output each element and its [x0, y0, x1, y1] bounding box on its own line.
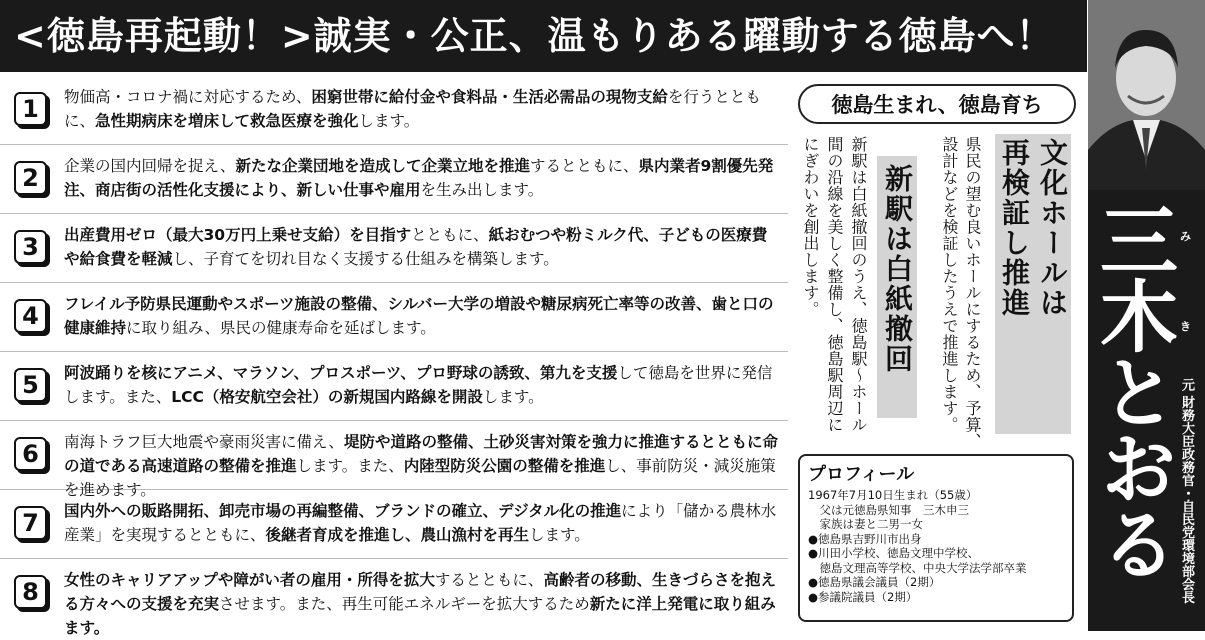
station-body-2: 間の沿線を美しく整備し、徳島駅周辺に — [825, 136, 844, 433]
policy-item — [0, 214, 788, 283]
policy-text-bold: 急性期病床を増床して救急医療を強化 — [95, 112, 359, 130]
policy-text-regular: 企業の国内回帰を捉え、 — [64, 157, 236, 175]
policy-text-regular: し、事前防災・減災施策を進めます。 — [64, 457, 776, 499]
policy-number-badge: 2 — [14, 161, 47, 195]
policy-text-bold: 出産費用ゼロ（最大30万円上乗せ支給）を目指す — [64, 226, 412, 244]
policy-text-regular: 物価高・コロナ禍に対応するため、 — [64, 88, 312, 106]
profile-line: 徳島文理高等学校、中央大学法学部卒業 — [808, 560, 1027, 575]
policy-text — [64, 568, 782, 637]
policy-text-regular: により「儲かる農林水産業」を実現するとともに、 — [64, 502, 777, 544]
policy-text — [64, 499, 782, 547]
feature-panel — [790, 76, 1088, 631]
policy-text-bold: 阿波踊りを核にアニメ、マラソン、プロスポーツ、プロ野球の誘致、第九を支援 — [64, 364, 618, 382]
policy-text-bold: 女性のキャリアアップや障がい者の雇用・所得を拡大 — [64, 571, 435, 589]
policy-item — [0, 490, 788, 559]
policy-text — [64, 361, 782, 409]
policy-text-bold: 堤防や道路の整備、土砂災害対策を強力に推進するとともに命の道である高速道路の整備を推進 — [64, 433, 778, 475]
candidate-photo — [1088, 0, 1205, 190]
policy-number-badge: 8 — [14, 575, 47, 609]
station-headline: 新駅は白紙撤回 — [877, 156, 917, 418]
station-body-1: 新駅は白紙撤回のうえ、徳島駅〜ホール — [849, 136, 868, 433]
policy-text-regular: するとともに、 — [434, 571, 544, 589]
hall-body-2: 設計などを検証したうえで推進します。 — [940, 136, 959, 433]
policy-number-badge: 3 — [14, 230, 47, 264]
policy-number-badge: 7 — [14, 506, 47, 540]
policy-text-regular: を生み出します。 — [420, 181, 544, 199]
policy-text-bold: 内陸型防災公園の整備を推進 — [403, 457, 606, 475]
profile-line: 1967年7月10日生まれ（55歳） — [808, 488, 978, 502]
policy-text-regular: 南海トラフ巨大地震や豪雨災害に備え、 — [64, 433, 344, 451]
profile-line: 家族は妻と二男一女 — [808, 517, 923, 531]
policy-text-regular: するとともに、 — [529, 157, 639, 175]
profile-line: ●徳島県吉野川市出身 — [808, 531, 922, 546]
policy-text — [64, 430, 782, 499]
policy-text-regular: します。また、 — [296, 457, 404, 475]
policy-text-bold: LCC（格安航空会社）の新規国内路線を開設 — [171, 388, 483, 406]
policy-text-regular: して徳島を世界に発信します。また、 — [64, 364, 773, 406]
policy-text-bold: 国内外への販路開拓、卸売市場の再編整備、ブランドの確立、デジタル化の推進 — [64, 502, 622, 520]
policy-item — [0, 559, 788, 637]
policy-text-regular: します。 — [529, 526, 590, 544]
candidate-column — [1088, 0, 1205, 631]
policy-text-bold: 新たに洋上発電に取り組みます。 — [64, 595, 776, 637]
candidate-title: 元 財務大臣政務官・自民党環境部会長 — [1179, 378, 1194, 604]
station-body-3: にぎわいを創出します。 — [801, 136, 820, 318]
origin-tagline: 徳島生まれ、徳島育ち — [798, 84, 1076, 124]
policy-text-regular: に取り組み、県民の健康寿命を延ばします。 — [126, 319, 436, 337]
policy-number-badge: 4 — [14, 299, 47, 333]
name-ruby-1: み — [1180, 230, 1191, 243]
candidate-name: 三木とおる — [1087, 200, 1177, 580]
profile-line: ●川田小学校、徳島文理中学校、 — [808, 546, 980, 560]
policy-number-badge: 6 — [14, 437, 47, 471]
profile-line: 父は元徳島県知事 三木申三 — [808, 502, 969, 517]
policy-item — [0, 76, 788, 145]
policy-item — [0, 421, 788, 499]
policy-text-regular: させます。また、再生可能エネルギーを拡大するため — [219, 595, 590, 613]
profile-title: プロフィール — [808, 464, 915, 485]
policy-text — [64, 223, 782, 271]
policy-item — [0, 283, 788, 352]
policy-text — [64, 85, 782, 133]
profile-box — [798, 454, 1074, 622]
policy-text — [64, 154, 782, 202]
policy-list — [0, 76, 788, 637]
campaign-banner: <徳島再起動！>誠実・公正、温もりある躍動する徳島へ！ — [0, 0, 1087, 72]
policy-text-bold: 後継者育成を推進し、農山漁村を再生 — [265, 526, 530, 544]
policy-text-regular: します。 — [358, 112, 420, 130]
profile-line: ●参議院議員（2期） — [808, 589, 918, 604]
policy-text-bold: 紙おむつや粉ミルク代、子どもの医療費や給食費を軽減 — [64, 226, 768, 268]
policy-text-regular: し、子育てを切れ目なく支援する仕組みを構築します。 — [172, 250, 559, 268]
policy-text-bold: 高齢者の移動、生きづらさを抱える方々への支援を充実 — [64, 571, 776, 613]
name-ruby-2: き — [1180, 320, 1191, 333]
profile-line: ●徳島県議会議員（2期） — [808, 575, 941, 589]
hall-body-1: 県民の望む良いホールにするため、予算、 — [963, 136, 982, 450]
hall-headline-2: 再検証し推進 — [995, 134, 1033, 434]
policy-item — [0, 352, 788, 421]
policy-text-regular: を行うとともに、 — [64, 88, 761, 130]
policy-number-badge: 1 — [14, 92, 47, 126]
policy-text-bold: 新たな企業団地を造成して企業立地を推進 — [235, 157, 530, 175]
policy-text-regular: します。 — [482, 388, 544, 406]
policy-item — [0, 145, 788, 214]
policy-text — [64, 292, 782, 340]
hall-headline-1: 文化ホールは — [1033, 134, 1071, 434]
policy-text-bold: 困窮世帯に給付金や食料品・生活必需品の現物支給 — [311, 88, 668, 106]
policy-text-bold: 県内業者9割優先発注、商店街の活性化支援により、新しい仕事や雇用 — [64, 157, 774, 199]
policy-text-bold: フレイル予防県民運動やスポーツ施設の整備、シルバー大学の増設や糖尿病死亡率等の改善、歯と口の健康維持 — [64, 295, 774, 337]
policy-number-badge: 5 — [14, 368, 47, 402]
policy-text-regular: とともに、 — [411, 226, 489, 244]
